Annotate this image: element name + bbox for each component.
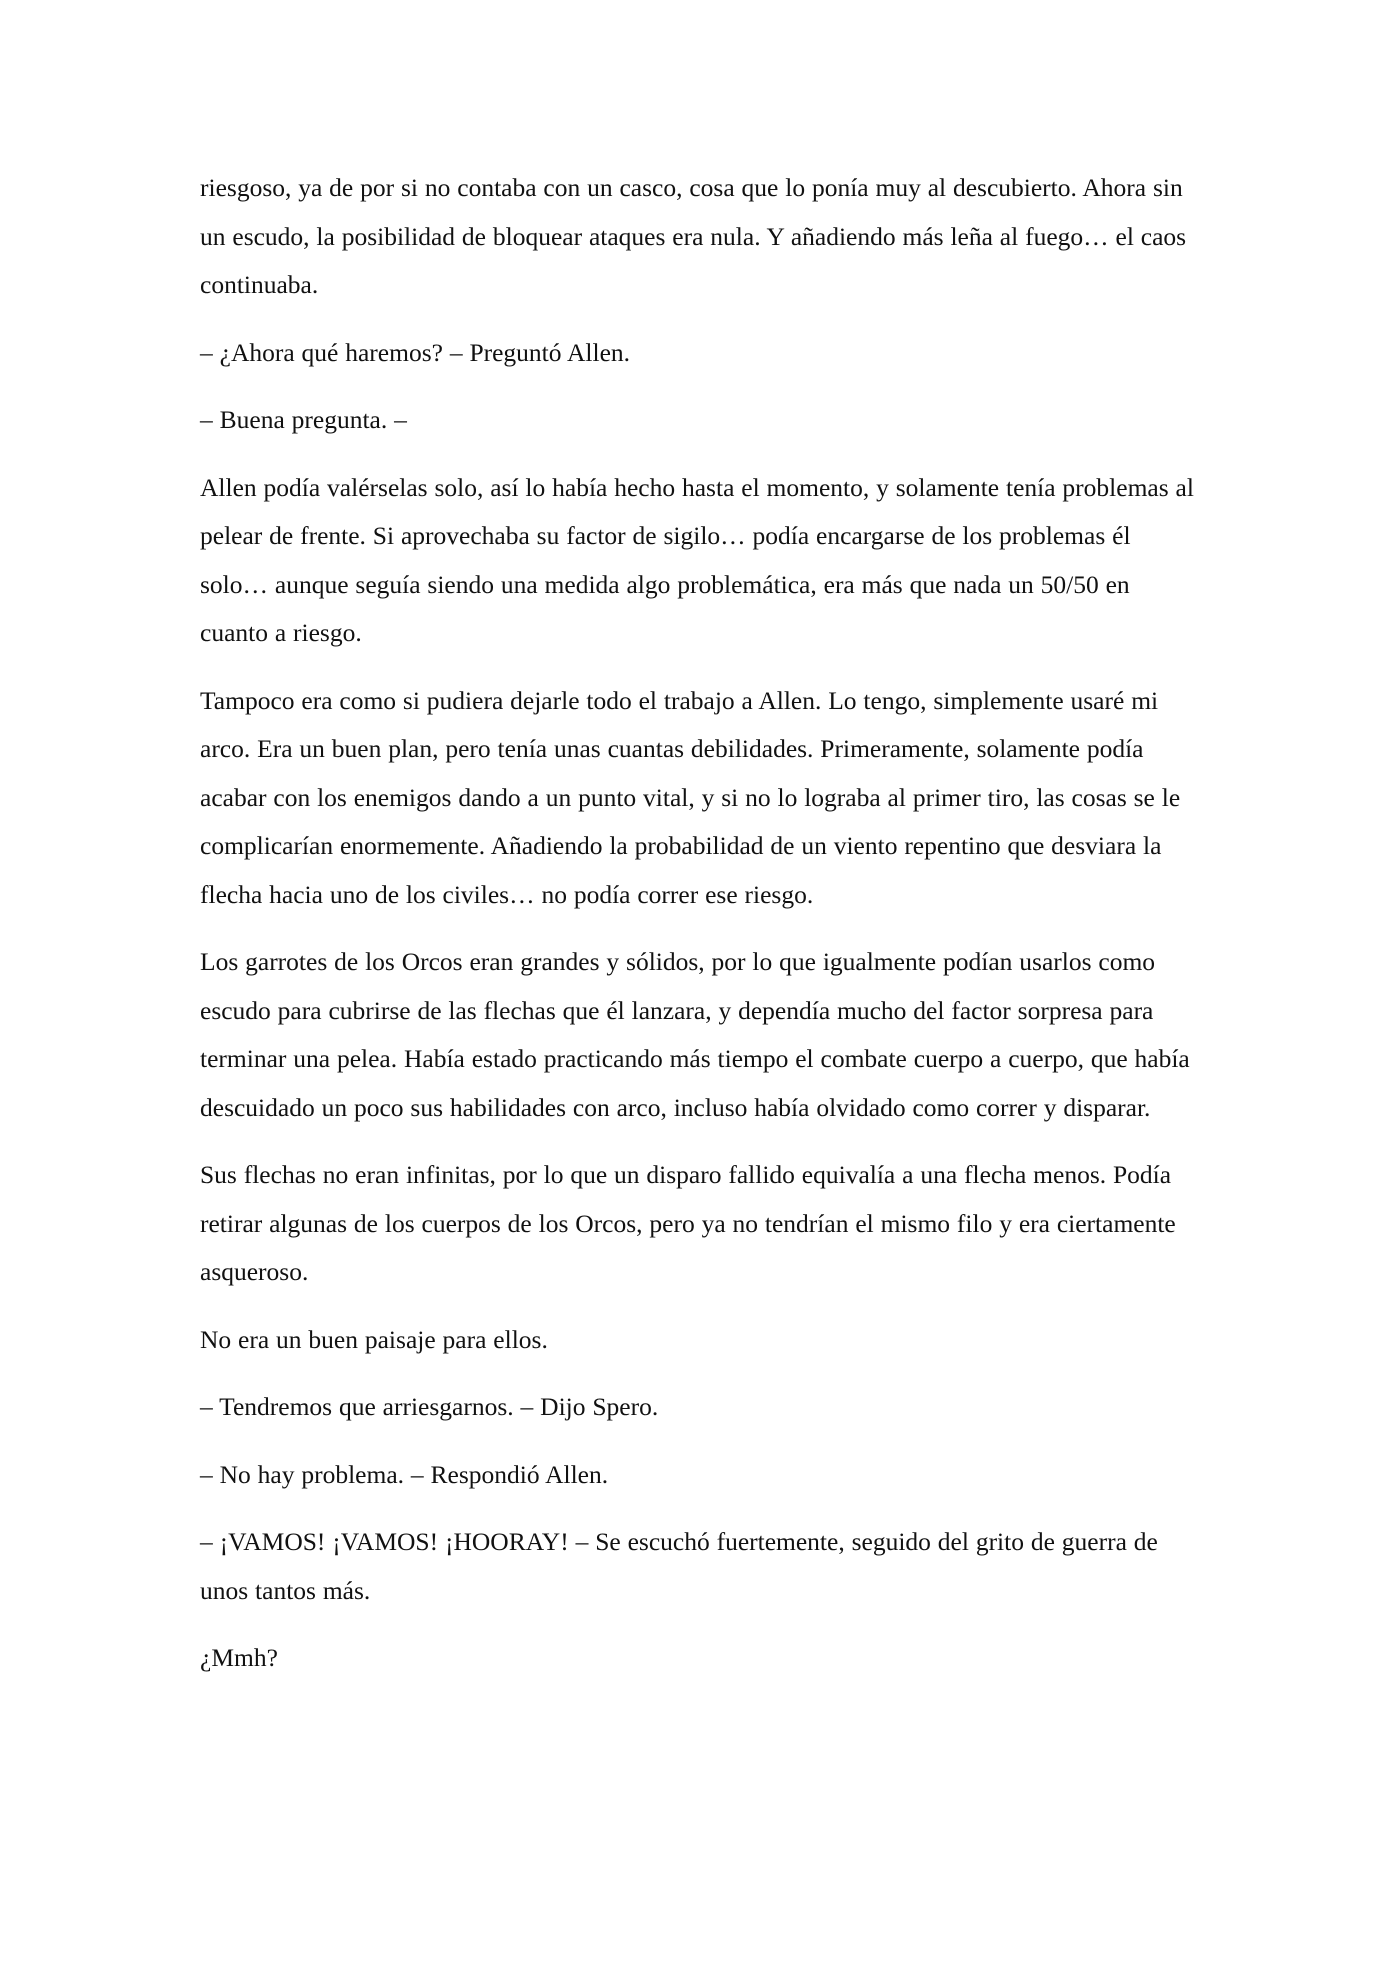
paragraph: ¿Mmh? — [200, 1643, 278, 1672]
dialogue-line: – No hay problema. – Respondió Allen. — [200, 1459, 609, 1489]
paragraph: Los garrotes de los Orcos eran grandes y sólidos, por lo que igualmente podían usarlos como escudo para cubrirse de las flechas que él lanzara, y dependía mucho del factor sorpresa para terminar una pelea. Había estado practicando más tiempo el combate cuerpo a cuerpo, que había descuidado un poco sus habilidades con arco, incluso había olvidado como correr y disparar. — [200, 947, 1190, 1122]
paragraph: No era un buen paisaje para ellos. — [200, 1324, 548, 1354]
dialogue-line: – Tendremos que arriesgarnos. – Dijo Spero. — [200, 1392, 659, 1421]
paragraph: Sus flechas no eran infinitas, por lo que un disparo fallido equivalía a una flecha menos. Podía retirar algunas de los cuerpos de los Orcos, pero ya no tendrían el mismo filo y era ciertamente asqueroso. — [200, 1160, 1176, 1286]
dialogue-line: – ¡VAMOS! ¡VAMOS! ¡HOORAY! – Se escuchó fuertemente, seguido del grito de guerra de unos tantos más. — [200, 1527, 1158, 1605]
paragraph: riesgoso, ya de por si no contaba con un casco, cosa que lo ponía muy al descubierto. Ahora sin un escudo, la posibilidad de bloquear ataques era nula. Y añadiendo más leña al fuego… el caos continuaba. — [200, 173, 1187, 299]
paragraph: Allen podía valérselas solo, así lo había hecho hasta el momento, y solamente tenía problemas al pelear de frente. Si aprovechaba su factor de sigilo… podía encargarse de los problemas él solo… aunque seguía siendo una medida algo problemática, era más que nada un 50/50 en cuanto a riesgo. — [200, 472, 1194, 647]
dialogue-line: – Buena pregunta. – — [200, 405, 407, 434]
dialogue-line: – ¿Ahora qué haremos? – Preguntó Allen. — [200, 337, 631, 367]
paragraph: Tampoco era como si pudiera dejarle todo el trabajo a Allen. Lo tengo, simplemente usaré mi arco. Era un buen plan, pero tenía unas cuantas debilidades. Primeramente, solamente podía acabar con los enemigos dando a un punto vital, y si no lo lograba al primer tiro, las cosas se le complicarían enormemente. Añadiendo la probabilidad de un viento repentino que desviara la flecha hacia uno de los civiles… no podía correr ese riesgo. — [200, 685, 1181, 909]
page-body — [200, 164, 1202, 1702]
